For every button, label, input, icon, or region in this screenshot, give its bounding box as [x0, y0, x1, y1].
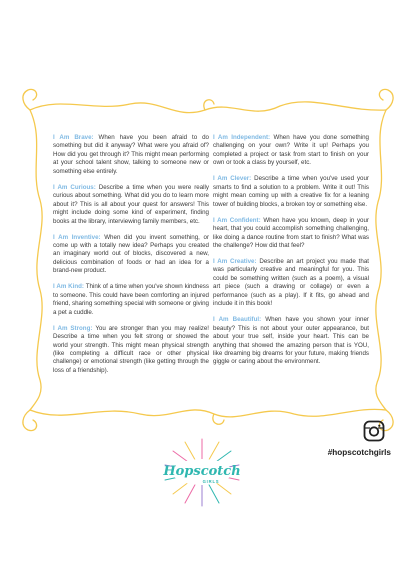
- hopscotch-girls-logo: [159, 433, 245, 511]
- prompt-creative: I Am Creative: Describe an art project you made that was particularly creative and meaningful for you. This could be something written (such as a poem), a visual art piece (such a drawing or collage) or even a performance (such as a play). If it fits, go ahead and include it in this book!: [213, 257, 369, 308]
- instagram-icon[interactable]: [363, 420, 385, 442]
- prompt-strong: I Am Strong: You are stronger than you may realize! Describe a time when you felt strong or showed the world your strength. This might mean physical strength (like completing a difficult race or other physical challenge) or emotional strength (like getting through the loss of a friendship).: [53, 324, 209, 374]
- left-column: [53, 134, 209, 383]
- prompt-independent: I Am Independent: When have you done something challenging on your own? Write it up! Perhaps you completed a project or task from start to finish on your own or took a class by yourself, etc.: [213, 134, 369, 167]
- prompt-inventive: I Am Inventive: When did you invent something, or come up with a totally new idea? Perhaps you created an imaginary world out of blocks, discovered a new, delicious combination of foods or had an idea for a brand-new product.: [53, 233, 209, 275]
- logo-wordmark: Hopscotch: [163, 464, 241, 479]
- prompt-beautiful: I Am Beautiful: When have you shown your inner beauty? This is not about your outer appearance, but about your true self, inside your heart. This can be anything that showed the amazing person that is YOU, like dreaming big dreams for your future, making friends giggle or caring about the environment.: [213, 316, 369, 366]
- prompt-clever: I Am Clever: Describe a time when you've used your smarts to find a solution to a problem. Write it out! This might mean coming up with a creative fix for a leaning tower of building blocks, a broken toy or something else.: [213, 175, 369, 208]
- prompt-confident: I Am Confident: When have you known, deep in your heart, that you could accomplish something challenging, like doing a dance routine from start to finish? What was the challenge? How did that feel?: [213, 216, 369, 249]
- prompt-kind: I Am Kind: Think of a time when you've shown kindness to someone. This could have been comforting an injured friend, sharing something special with someone or giving a pet a cuddle.: [53, 283, 209, 316]
- prompt-brave: I Am Brave: When have you been afraid to do something but did it anyway? What were you afraid of? How did you get through it? This might mean performing at your school talent show, talking to someone new or something else entirely.: [53, 134, 209, 175]
- hashtag-label: #hopscotchgirls: [327, 448, 391, 457]
- right-column: [213, 134, 369, 374]
- logo-subtitle: GIRLS: [202, 479, 220, 484]
- prompt-curious: I Am Curious: Describe a time when you were really curious about something. What did you do to learn more about it? This is all about your quest for answers! This might include doing some kind of experiment, finding books at the library, interviewing family members, etc.: [53, 183, 209, 225]
